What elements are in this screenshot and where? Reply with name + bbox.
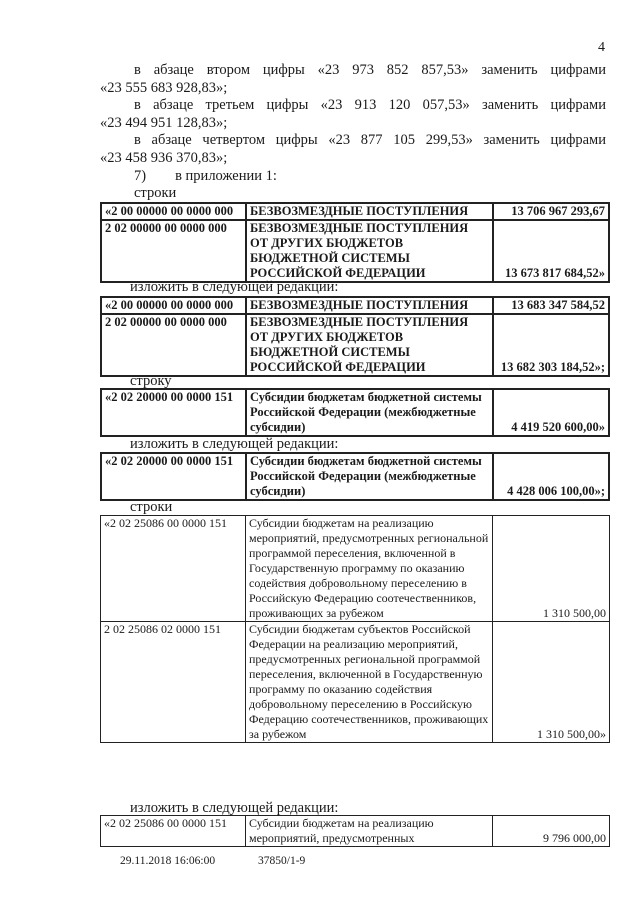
paragraph-1 [100,62,606,79]
footer-doc-id: 37850/1-9 [258,855,306,867]
paragraph-2-cont: «23 494 951 128,83»; [100,115,228,131]
code-cell: 2 02 00000 00 0000 000 [101,314,246,376]
name-cell: БЕЗВОЗМЕЗДНЫЕ ПОСТУПЛЕНИЯ [246,297,493,314]
table-revenue-new [100,296,610,377]
code-cell: «2 02 25086 00 0000 151 [101,516,246,622]
amount-cell: 1 310 500,00 [493,516,610,622]
name-cell: Субсидии бюджетам субъектов Российской Федерации на реализацию мероприятий, предусмотренных региональной программой переселения, включенной в Государственную программу по оказанию содействия добровольному переселению в Российскую Федерацию соотечественников, проживающих за рубежом [246,622,493,743]
paragraph-line: в абзаце третьем цифры «23 913 120 057,53» заменить цифрами [134,97,606,113]
amount-cell: 4 419 520 600,00» [493,389,609,436]
footer-datetime: 29.11.2018 16:06:00 [120,855,216,867]
table-row [101,516,610,622]
amount-cell: 13 706 967 293,67 [493,203,609,220]
name-cell: БЕЗВОЗМЕЗДНЫЕ ПОСТУПЛЕНИЯ ОТ ДРУГИХ БЮДЖЕТОВ БЮДЖЕТНОЙ СИСТЕМЫ РОССИЙСКОЙ ФЕДЕРАЦИИ [246,220,493,282]
table-row [101,314,609,376]
amount-cell: 13 673 817 684,52» [493,220,609,282]
label-stroki: строки [130,499,173,515]
amount-cell: 4 428 006 100,00»; [493,453,609,500]
paragraph-3-cont: «23 458 936 370,83»; [100,150,228,166]
name-cell: БЕЗВОЗМЕЗДНЫЕ ПОСТУПЛЕНИЯ ОТ ДРУГИХ БЮДЖЕТОВ БЮДЖЕТНОЙ СИСТЕМЫ РОССИЙСКОЙ ФЕДЕРАЦИИ [246,314,493,376]
code-cell: 2 02 00000 00 0000 000 [101,220,246,282]
label-izlozhit: изложить в следующей редакции: [130,800,339,816]
paragraph-3 [100,132,606,149]
paragraph-line: в абзаце четвертом цифры «23 877 105 299,53» заменить цифрами [134,132,606,148]
table-subsidies-old [100,388,610,437]
table-revenue-old [100,202,610,283]
table-subsidies-new [100,452,610,501]
item-7-heading: 7) в приложении 1: [134,168,277,184]
amount-cell: 9 796 000,00 [493,816,610,847]
code-cell: «2 00 00000 00 0000 000 [101,203,246,220]
table-row [101,622,610,743]
amount-cell: 13 683 347 584,52 [493,297,609,314]
code-cell: 2 02 25086 02 0000 151 [101,622,246,743]
table-resettlement-old [100,515,610,743]
code-cell: «2 02 20000 00 0000 151 [101,389,246,436]
label-izlozhit: изложить в следующей редакции: [130,279,339,295]
name-cell: Субсидии бюджетам на реализацию мероприятий, предусмотренных [246,816,493,847]
label-stroku: строку [130,373,172,389]
page-number: 4 [598,40,605,55]
table-row [101,816,610,847]
name-cell: Субсидии бюджетам бюджетной системы Российской Федерации (межбюджетные субсидии) [246,453,493,500]
code-cell: «2 00 00000 00 0000 000 [101,297,246,314]
amount-cell: 13 682 303 184,52»; [493,314,609,376]
table-row [101,203,609,220]
name-cell: Субсидии бюджетам на реализацию мероприятий, предусмотренных региональной программой переселения, включенной в Государственную программу по оказанию содействия добровольному переселению в Российскую Федерацию соотечественников, проживающих за рубежом [246,516,493,622]
table-row [101,453,609,500]
paragraph-2 [100,97,606,114]
amount-cell: 1 310 500,00» [493,622,610,743]
table-row [101,297,609,314]
table-row [101,220,609,282]
paragraph-line: в абзаце втором цифры «23 973 852 857,53» заменить цифрами [134,62,606,78]
table-row [101,389,609,436]
code-cell: «2 02 20000 00 0000 151 [101,453,246,500]
label-izlozhit: изложить в следующей редакции: [130,436,339,452]
table-resettlement-new [100,815,610,847]
paragraph-1-cont: «23 555 683 928,83»; [100,80,228,96]
code-cell: «2 02 25086 00 0000 151 [101,816,246,847]
name-cell: Субсидии бюджетам бюджетной системы Российской Федерации (межбюджетные субсидии) [246,389,493,436]
label-stroki: строки [134,185,177,201]
name-cell: БЕЗВОЗМЕЗДНЫЕ ПОСТУПЛЕНИЯ [246,203,493,220]
